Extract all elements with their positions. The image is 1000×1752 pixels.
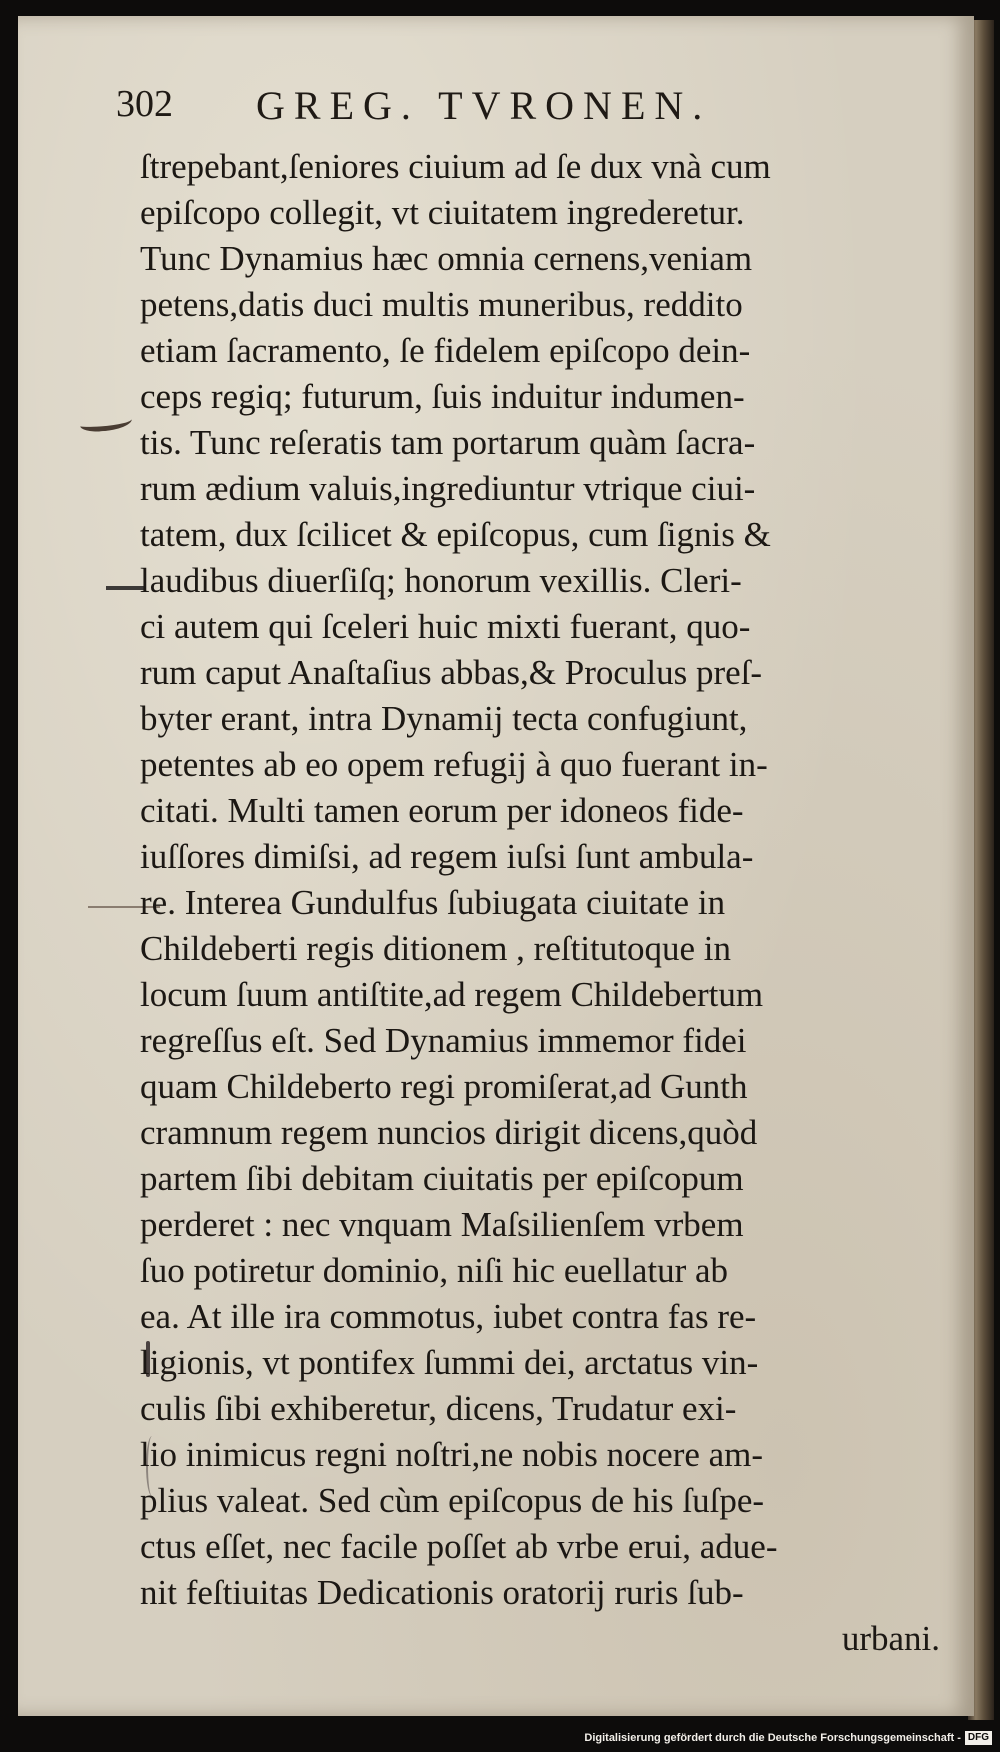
text-line: ea. At ille ira commotus, iubet contra fas re- <box>140 1297 757 1336</box>
text-line: etiam ſacramento, ſe fidelem epiſcopo dein- <box>140 331 751 370</box>
text-line: ceps regiq; futurum, ſuis induitur indumen- <box>140 377 745 416</box>
text-line: ligionis, vt pontifex ſummi dei, arctatus vin- <box>140 1343 759 1382</box>
text-line: lio inimicus regni noſtri,ne nobis nocere am- <box>140 1435 764 1474</box>
text-line: locum ſuum antiſtite,ad regem Childebertum <box>140 975 764 1014</box>
text-line: partem ſibi debitam ciuitatis per epiſcopum <box>140 1159 744 1198</box>
text-line: ci autem qui ſceleri huic mixti fuerant, quo- <box>140 607 751 646</box>
page-header <box>116 78 836 134</box>
text-line: ctus eſſet, nec facile poſſet ab vrbe erui, adue- <box>140 1527 778 1566</box>
text-line: petens,datis duci multis muneribus, reddito <box>140 285 743 324</box>
text-line: ſtrepebant,ſeniores ciuium ad ſe dux vnà cum <box>140 147 771 186</box>
text-line: rum caput Anaſtaſius abbas,& Proculus preſ- <box>140 653 763 692</box>
text-line: re. Interea Gundulfus ſubiugata ciuitate in <box>140 883 726 922</box>
text-line: ſuo potiretur dominio, niſi hic euellatur ab <box>140 1251 729 1290</box>
page-number: 302 <box>116 83 173 125</box>
text-line: petentes ab eo opem refugij à quo fuerant in- <box>140 745 768 784</box>
text-line: tis. Tunc reſeratis tam portarum quàm ſacra- <box>140 423 756 462</box>
text-line: Childeberti regis ditionem , reſtitutoque in <box>140 929 732 968</box>
text-line: Tunc Dynamius hæc omnia cernens,veniam <box>140 239 753 278</box>
text-line: cramnum regem nuncios dirigit dicens,quòd <box>140 1113 758 1152</box>
catchword: urbani. <box>841 1619 940 1658</box>
text-line: tatem, dux ſcilicet & epiſcopus, cum ſignis & <box>140 515 771 554</box>
marginal-pen-stroke <box>79 412 132 433</box>
text-line: regreſſus eſt. Sed Dynamius immemor fidei <box>140 1021 747 1060</box>
text-line: perderet : nec vnquam Maſsilienſem vrbem <box>140 1205 744 1244</box>
text-line: citati. Multi tamen eorum per idoneos fide- <box>140 791 744 830</box>
text-line: culis ſibi exhiberetur, dicens, Trudatur exi- <box>140 1389 737 1428</box>
text-line: epiſcopo collegit, vt ciuitatem ingrederetur. <box>140 193 745 232</box>
credit-text: Digitalisierung gefördert durch die Deutsche Forschungsgemeinschaft - <box>584 1732 961 1744</box>
text-line: quam Childeberto regi promiſerat,ad Gunth <box>140 1067 748 1106</box>
marginal-dash-mark <box>106 586 144 590</box>
text-line: nit feſtiuitas Dedicationis oratorij ruris ſub- <box>140 1573 744 1612</box>
text-line: rum ædium valuis,ingrediuntur vtrique ciui- <box>140 469 756 508</box>
running-head: GREG. TVRONEN. <box>256 83 712 128</box>
text-line: laudibus diuerſiſq; honorum vexillis. Cleri- <box>140 561 742 600</box>
text-line: byter erant, intra Dynamij tecta confugiunt, <box>140 699 748 738</box>
text-line: iuſſores dimiſsi, ad regem iuſsi ſunt ambula- <box>140 837 754 876</box>
body-text <box>140 144 940 1662</box>
digitization-credit <box>584 1728 992 1748</box>
text-line: plius valeat. Sed cùm epiſcopus de his ſuſpe- <box>140 1481 765 1520</box>
dfg-logo: DFG <box>965 1731 992 1745</box>
